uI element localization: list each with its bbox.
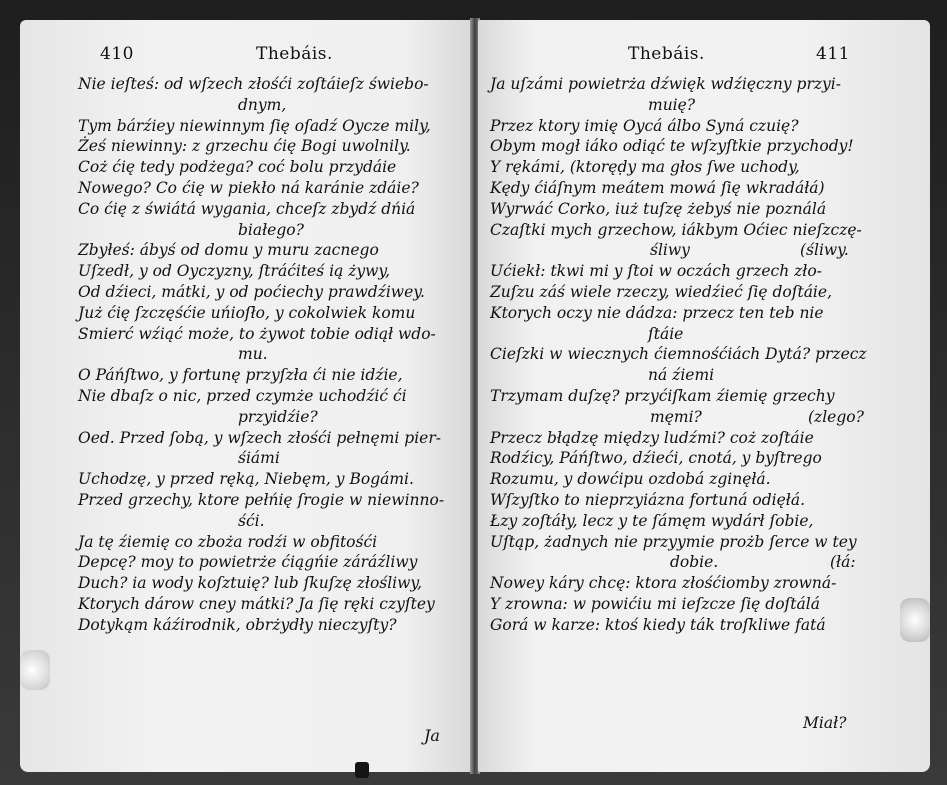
right-page (478, 20, 930, 772)
text-line: przyidźie? (238, 407, 318, 426)
running-head: Thebáis. (628, 44, 705, 64)
text-line: Oed. Przed ſobą, y wſzech złośći pełnęmi pier- (78, 428, 441, 447)
text-line: Tym bárźiey niewinnym ſię oſadź Oycze mily, (78, 116, 431, 135)
catchword: Miał? (803, 714, 847, 732)
text-line: Nowey káry chcę: ktora złośćiomby zrowná- (490, 574, 837, 593)
text-line (490, 240, 882, 261)
text-line: Przecz błądzę między ludźmi? coż zoſtáie (490, 428, 814, 447)
text-line-part: (śliwy. (800, 241, 849, 260)
text-line: Ktorych oczy nie dádza: przecz ten teb nie (490, 303, 824, 322)
text-line: śći. (238, 511, 265, 530)
text-line: białego? (238, 220, 304, 239)
text-line: Rozumu, y dowćipu ozdobá zginęłá. (490, 470, 771, 489)
text-line: ná źiemi (648, 366, 715, 385)
text-line: Dotykąm káźirodnik, obrżydły nieczyſty? (78, 615, 397, 634)
text-line: Wſzyſtko to nieprzyiázna fortuná odięłá. (490, 490, 805, 509)
text-line-part: męmi? (650, 407, 702, 426)
right-page-header (478, 44, 930, 70)
text-line: Uchodzę, y przed ręką, Niebęm, y Bogámi. (78, 470, 414, 489)
text-line: Ućiekł: tkwi mi y ſtoi w oczách grzech zło- (490, 262, 822, 281)
page-number: 410 (100, 44, 134, 64)
text-line: Obym mogł iáko odiąć te wſzyſtkie przychody! (490, 137, 854, 156)
right-page-text (490, 74, 882, 636)
page-clip (20, 650, 50, 690)
text-line: Coż ćię tedy podżega? coć bolu przydáie (78, 158, 397, 177)
running-head: Thebáis. (256, 44, 333, 64)
text-line: Od dźieci, mátki, y od poćiechy prawdźiwey. (78, 282, 425, 301)
text-line: Uſzedł, y od Oyczyzny, ſtráćiteś ią żywy, (78, 262, 391, 281)
catchword: Ja (424, 726, 440, 745)
text-line: Uſtąp, żadnych nie przyymie prożb ſerce w tey (490, 532, 857, 551)
text-line: muię? (648, 95, 696, 114)
text-line: Żeś niewinny: z grzechu ćię Bogi uwolnily. (78, 137, 411, 156)
page-number: 411 (816, 44, 850, 64)
text-line-part: (łá: (830, 553, 856, 572)
text-line: Przez ktory imię Oycá álbo Syná czuię? (490, 116, 799, 135)
text-line: Nie dbaſz o nic, przed czymże uchodźić ći (78, 386, 407, 405)
text-line: Ja uſzámi powietrża dźwięk wdźięczny przyi- (490, 75, 841, 93)
text-line (490, 552, 882, 573)
text-line: Rodźicy, Páńſtwo, dźieći, cnotá, y byſtrego (490, 449, 822, 468)
text-line-part: dobie. (670, 553, 719, 572)
text-line: śiámi (238, 449, 280, 468)
left-page-text (78, 74, 464, 636)
text-line: Nie ieſteś: od wſzech złośći zoſtáieſz świebo- (78, 75, 429, 93)
text-line: Y rękámi, (ktoręḍy ma głos ſwe uchody, (490, 158, 800, 177)
text-line: dnym, (238, 95, 287, 114)
text-line: Trzymam duſzę? przyćiſkam źiemię grzechy (490, 386, 835, 405)
bookmark-tab (355, 762, 369, 778)
text-line: O Páńſtwo, y fortunę przyſzła ći nie idźie, (78, 366, 403, 385)
left-page (20, 20, 472, 772)
text-line: Już ćię ſzczęśćie uńioſło, y cokolwiek komu (78, 303, 416, 322)
text-line-part: śliwy (650, 241, 690, 260)
text-line: Gorá w karze: ktoś kiedy ták troſkliwe fatá (490, 615, 826, 634)
text-line: Duch? ia wody koſztuię? lub ſkuſzę złośliwy, (78, 574, 423, 593)
text-line: Depcę? moy to powietrże ćiągńie záráźliwy (78, 553, 418, 572)
text-line: Czaſtki mych grzechow, iákbym Oćiec nieſzczę- (490, 220, 862, 239)
text-line-part: (zlego? (808, 407, 864, 426)
text-line: Wyrwáć Corko, iuż tuſzę żebyś nie poználá (490, 199, 827, 218)
text-line: Łzy zoſtáły, lecz y te ſámęm wydárł ſobie, (490, 511, 814, 530)
page-clip (900, 598, 930, 642)
text-line: Przed grzechy, ktore pełńię ſrogie w niewinno- (78, 490, 445, 509)
text-line: Zuſzu záś wiele rzeczy, wiedźieć ſię doſtáie, (490, 282, 832, 301)
text-line: mu. (238, 345, 268, 364)
left-page-header (20, 44, 472, 70)
text-line: Ja tę źiemię co zboża rodźi w obfitośći (78, 532, 378, 551)
text-line: Zbyłeś: ábyś od domu y muru zacnego (78, 241, 379, 260)
text-line: Cieſzki w wiecznych ćiemnośćiách Dytá? przecz (490, 345, 867, 364)
text-line: Co ćię z świátá wygania, chceſz zbydź dńiá (78, 199, 416, 218)
text-line (490, 407, 882, 428)
text-line: Nowego? Co ćię w piekło ná karánie zdáie? (78, 178, 419, 197)
text-line: Kędy ćiáſnym meátem mowá ſię wkradáłá) (490, 178, 825, 197)
text-line: Smierć wźiąć może, to żywot tobie odiął wdo- (78, 324, 436, 343)
text-line: ſtáie (648, 324, 684, 343)
text-line: Ktorych dárow cney mátki? Ja ſię ręki czyſtey (78, 594, 435, 613)
text-line: Y zrowna: w powićiu mi ieſzcze ſię doſtálá (490, 594, 820, 613)
